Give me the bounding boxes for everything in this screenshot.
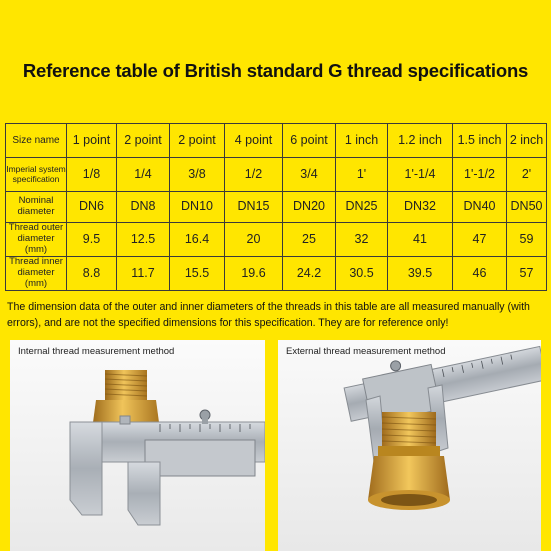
table-cell: 1'-1/4 [388, 158, 453, 192]
table-cell: 3/8 [170, 158, 225, 192]
table-cell: 8.8 [67, 256, 117, 290]
spec-table [5, 123, 547, 291]
internal-thread-illustration [10, 340, 265, 551]
table-cell: 4 point [225, 124, 283, 158]
internal-thread-caption: Internal thread measurement method [18, 346, 175, 357]
table-cell: 1.2 inch [388, 124, 453, 158]
row-header: Thread inner diameter (mm) [6, 256, 67, 290]
table-cell: 2' [507, 158, 547, 192]
table-cell: 57 [507, 256, 547, 290]
table-cell: 11.7 [117, 256, 170, 290]
table-cell: 3/4 [283, 158, 336, 192]
table-cell: DN32 [388, 192, 453, 223]
table-cell: 19.6 [225, 256, 283, 290]
table-row-inner-diameter [6, 256, 547, 290]
table-cell: 47 [453, 223, 507, 257]
table-cell: DN6 [67, 192, 117, 223]
internal-thread-photo [10, 340, 265, 551]
table-cell: 25 [283, 223, 336, 257]
table-cell: DN8 [117, 192, 170, 223]
table-cell: 1/4 [117, 158, 170, 192]
row-header: Thread outer diameter (mm) [6, 223, 67, 257]
table-cell: 1/2 [225, 158, 283, 192]
table-cell: 6 point [283, 124, 336, 158]
external-thread-illustration [278, 340, 541, 551]
disclaimer-note: The dimension data of the outer and inner diameters of the threads in this table are all measured manually (with errors), and are not the specified dimensions for this specification. They are for reference only! [7, 301, 530, 329]
page-title: Reference table of British standard G thread specifications [22, 60, 529, 81]
table-cell: 41 [388, 223, 453, 257]
table-cell: 46 [453, 256, 507, 290]
table-cell: 59 [507, 223, 547, 257]
table-row-nominal [6, 192, 547, 223]
table-cell: 1'-1/2 [453, 158, 507, 192]
table-cell: 1 inch [336, 124, 388, 158]
table-cell: 2 point [117, 124, 170, 158]
table-cell: 12.5 [117, 223, 170, 257]
table-row-imperial [6, 158, 547, 192]
external-thread-photo [278, 340, 541, 551]
row-header: Size name [6, 124, 67, 158]
table-cell: DN40 [453, 192, 507, 223]
table-cell: DN20 [283, 192, 336, 223]
table-cell: 1/8 [67, 158, 117, 192]
table-cell: 30.5 [336, 256, 388, 290]
table-cell: 2 point [170, 124, 225, 158]
external-thread-caption: External thread measurement method [286, 346, 446, 357]
table-cell: 15.5 [170, 256, 225, 290]
table-cell: 2 inch [507, 124, 547, 158]
table-cell: 1.5 inch [453, 124, 507, 158]
table-cell: DN25 [336, 192, 388, 223]
table-cell: DN15 [225, 192, 283, 223]
table-cell: DN50 [507, 192, 547, 223]
table-cell: 16.4 [170, 223, 225, 257]
row-header: Nominal diameter [6, 192, 67, 223]
table-cell: 32 [336, 223, 388, 257]
table-cell: 1 point [67, 124, 117, 158]
table-row-size-name [6, 124, 547, 158]
table-cell: 1' [336, 158, 388, 192]
table-cell: 24.2 [283, 256, 336, 290]
table-cell: 39.5 [388, 256, 453, 290]
table-cell: 20 [225, 223, 283, 257]
table-row-outer-diameter [6, 223, 547, 257]
table-cell: DN10 [170, 192, 225, 223]
table-cell: 9.5 [67, 223, 117, 257]
row-header: Imperial system specification [6, 158, 67, 192]
